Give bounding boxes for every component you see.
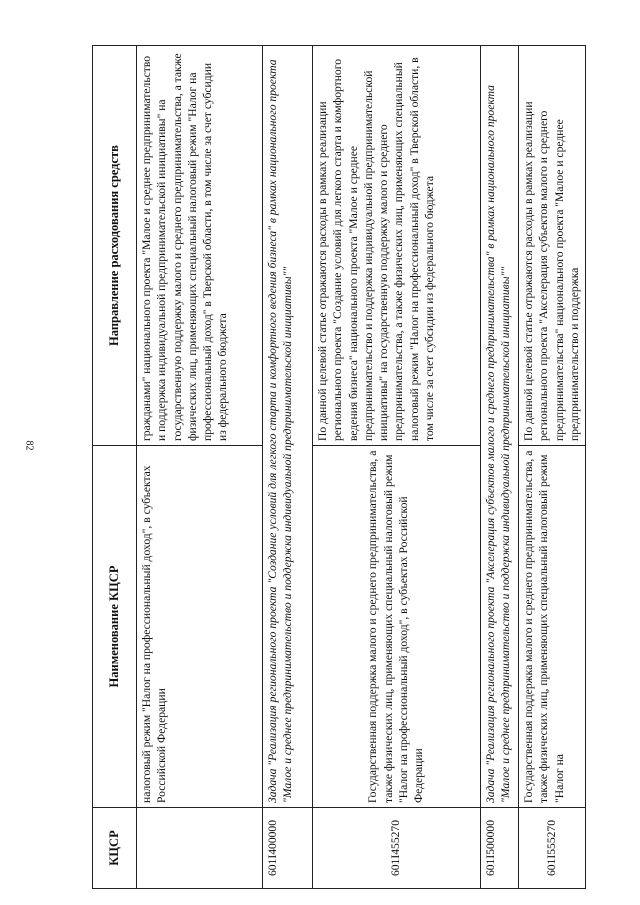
row-code: 601I555270 xyxy=(519,808,586,889)
table-row-task xyxy=(263,46,313,889)
kcsr-table xyxy=(92,45,586,889)
row-name: Государственная поддержка малого и среднего предпринимательства, а также физических лиц, применяющих специальный налоговый режим "Налог на профессиональный доход", в субъектах Российской Федерации xyxy=(313,446,481,808)
table-row-task xyxy=(481,46,519,889)
rotated-page xyxy=(92,46,584,889)
row-direction: По данной целевой статье отражаются расходы в рамках реализации регионального проекта "Создание условий для легкого старта и комфортного ведения бизнеса" национального проекта "Малое и среднее предпринимательство и поддержка индивидуальной предпринимательской инициативы" на государственную поддержку малого и среднего предпринимательства, а также физических лиц, применяющих специальный налоговый режим "Налог на профессиональный доход" в Тверской области, в том числе за счет субсидии из федерального бюджета xyxy=(313,46,481,446)
header-code: КЦСР xyxy=(93,808,137,889)
row-code xyxy=(137,808,263,889)
row-direction: гражданами" национального проекта "Малое и среднее предпринимательство и поддержка индивидуальной предпринимательской инициативы" на государственную поддержку малого и среднего предпринимательства, а также физических лиц, применяющих специальный налоговый режим "Налог на профессиональный доход" в Тверской области, в том числе за счет субсидии из федерального бюджета xyxy=(137,46,263,446)
page-number: 82 xyxy=(23,440,35,451)
row-task: Задача "Реализация регионального проекта "Создание условий для легкого старта и комфортного ведения бизнеса" в рамках национального проекта "Малое и среднее предпринимательство и поддержка индивидуальной предпринимательской инициативы"" xyxy=(263,46,313,808)
table-row xyxy=(519,46,586,889)
table-row xyxy=(137,46,263,889)
row-code: 601I500000 xyxy=(481,808,519,889)
row-name: Государственная поддержка малого и среднего предпринимательства, а также физических лиц, применяющих специальный налоговый режим "Налог на xyxy=(519,446,586,808)
row-task: Задача "Реализация регионального проекта "Акселерация субъектов малого и среднего предпринимательства" в рамках национального проекта "Малое и среднее предпринимательство и поддержка индивидуальной предпринимательской инициативы"" xyxy=(481,46,519,808)
header-direction: Направление расходования средств xyxy=(93,46,137,446)
table-header-row xyxy=(93,46,137,889)
row-code: 601I455270 xyxy=(313,808,481,889)
row-direction: По данной целевой статье отражаются расходы в рамках реализации регионального проекта "Акселерация субъектов малого и среднего предпринимательства" национального проекта "Малое и среднее предпринимательство и поддержка xyxy=(519,46,586,446)
row-code: 601I400000 xyxy=(263,808,313,889)
header-name: Наименование КЦСР xyxy=(93,446,137,808)
table-row xyxy=(313,46,481,889)
row-name: налоговый режим "Налог на профессиональный доход", в субъектах Российской Федерации xyxy=(137,446,263,808)
